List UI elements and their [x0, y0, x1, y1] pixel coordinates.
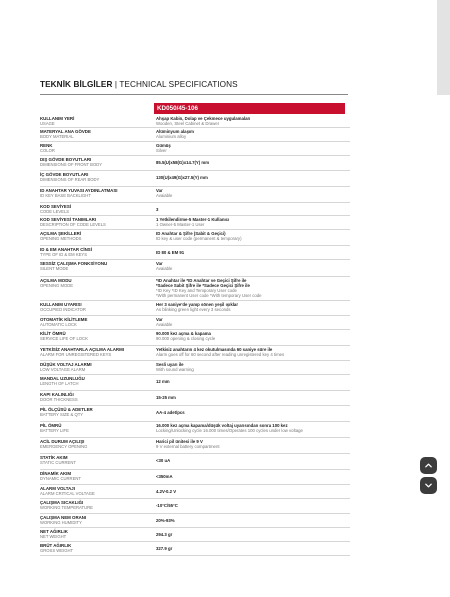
- spec-value: [156, 410, 348, 415]
- spec-label-en: AUTOMATIC LOCK: [40, 322, 77, 328]
- spec-label-tr: RENK: [40, 143, 53, 148]
- title-separator: |: [112, 80, 120, 89]
- spec-value-line: 85.5(U)x58(G)x14.7(Y) mm: [156, 159, 210, 165]
- spec-label-en: GROSS WEIGHT: [40, 548, 74, 554]
- spec-value-line: *With permanent User code *With temporary User code: [156, 293, 262, 298]
- spec-value: [156, 231, 348, 241]
- row-divider: [40, 541, 350, 542]
- spec-label-tr: AÇILMA MODU: [40, 278, 72, 283]
- spec-label: [40, 231, 150, 241]
- spec-value-line: Var: [156, 188, 163, 193]
- scroll-up-button[interactable]: [420, 457, 437, 474]
- spec-value-line: Harici pil ünitesi ile 9 V: [156, 439, 203, 444]
- spec-value-line: 3: [156, 206, 159, 212]
- spec-label: [40, 500, 150, 510]
- spec-value: [156, 439, 348, 449]
- spec-label: [40, 486, 150, 496]
- spec-value-line: With sound warning: [156, 367, 194, 372]
- spec-value-line: Aluminium alloy: [156, 134, 187, 139]
- spec-label-en: DOOR THICKNESS: [40, 397, 78, 403]
- spec-label-en: NET WEIGHT: [40, 534, 67, 540]
- spec-label: [40, 302, 150, 312]
- spec-label: [40, 543, 150, 553]
- spec-label: [40, 129, 150, 139]
- row-divider: [40, 229, 350, 230]
- spec-label-tr: KOD SEVİYESİ: [40, 204, 71, 209]
- spec-label-tr: BRÜT AĞIRLIK: [40, 543, 72, 548]
- spec-value: [156, 474, 348, 479]
- spec-label: [40, 116, 150, 126]
- row-divider: [40, 259, 350, 260]
- spec-value-line: Avaiable: [156, 193, 173, 198]
- spec-value: [156, 188, 348, 198]
- spec-value-line: Locking/Unlocking cycle 16.000 times/Operates 100 cycles under low voltage: [156, 428, 303, 433]
- spec-value-line: Yetkisiz anahtarın 4 kez okutulmasında 60 saniye süre ile: [156, 347, 273, 352]
- spec-value-line: Ahşap Kabin, Dolap ve Çekmece uygulamaları: [156, 116, 251, 121]
- spec-label-en: STATIC CURRENT: [40, 460, 76, 466]
- row-divider: [40, 186, 350, 187]
- spec-value: [156, 489, 348, 494]
- spec-value: [156, 458, 348, 463]
- spec-label-en: SERVICE LIFE OF LOCK: [40, 336, 88, 342]
- spec-label-en: OPENING MODE: [40, 283, 74, 289]
- spec-value: [156, 302, 348, 312]
- spec-label-tr: İÇ GÖVDE BOYUTLARI: [40, 172, 89, 177]
- spec-label: [40, 172, 150, 182]
- spec-label: [40, 157, 150, 167]
- row-divider: [40, 360, 350, 361]
- row-divider: [40, 215, 350, 216]
- row-divider: [40, 155, 350, 156]
- spec-label: [40, 423, 150, 433]
- row-divider: [40, 453, 350, 454]
- spec-label-en: OCCUPIED INDICATOR: [40, 307, 86, 313]
- spec-value-line: Silver: [156, 148, 167, 153]
- spec-label-en: DIMENSIONS OF REAR BODY: [40, 177, 100, 183]
- row-divider: [40, 170, 350, 171]
- spec-value-line: *ID Key *ID Key and Temporary User code: [156, 288, 237, 293]
- spec-label: [40, 439, 150, 449]
- chevron-up-icon: [424, 461, 433, 470]
- spec-label-tr: PİL ÖLÇÜSÜ & ADETLER: [40, 407, 93, 412]
- spec-label-tr: MANDAL UZUNLUĞU: [40, 376, 85, 381]
- spec-label-en: LOW VOLTAGE ALARM: [40, 367, 86, 373]
- spec-value: [156, 143, 348, 153]
- spec-label: [40, 455, 150, 465]
- row-divider: [40, 276, 350, 277]
- spec-label-en: BODY MATERIAL: [40, 134, 74, 140]
- spec-label-tr: KULLANIM YERİ: [40, 116, 75, 121]
- spec-label-en: LENGTH OF LATCH: [40, 381, 79, 387]
- spec-value-line: ID Anahtar & Şifre (Sabit & Geçici): [156, 231, 226, 236]
- spec-label: [40, 278, 150, 288]
- row-divider: [40, 390, 350, 391]
- row-divider: [40, 374, 350, 375]
- spec-label-en: CODE LEVELS: [40, 209, 70, 215]
- spec-label: [40, 204, 150, 214]
- spec-value: [156, 503, 348, 508]
- spec-label-tr: ÇALIŞMA SICAKLIĞI: [40, 500, 84, 505]
- spec-value-line: ID 80 & EM 91: [156, 249, 185, 255]
- row-divider: [40, 245, 350, 246]
- spec-label-en: BATTERY LIFE: [40, 428, 69, 434]
- spec-value-line: 90.000 opening & closing cycle: [156, 336, 216, 341]
- spec-label: [40, 529, 150, 539]
- spec-value: [156, 175, 348, 180]
- spec-value-line: 15-25 mm: [156, 394, 176, 400]
- spec-value-line: 294.3 gr: [156, 531, 173, 537]
- spec-label-en: WORKING TEMPERATURE: [40, 505, 93, 511]
- spec-value-line: 16.000 kez açma kapama/düşük voltaj uyarısından sonra 100 kez: [156, 423, 288, 428]
- spec-value-line: Alüminyum alaşım: [156, 129, 194, 134]
- spec-value-line: Her 3 saniye'de yanıp sönen yeşil ışıklar: [156, 302, 238, 307]
- spec-value-line: 4.2V-0.2 V: [156, 488, 177, 494]
- spec-label: [40, 143, 150, 153]
- spec-label-tr: NET AĞIRLIK: [40, 529, 68, 534]
- spec-value-line: Gümüş: [156, 143, 171, 148]
- spec-label: [40, 471, 150, 481]
- spec-label-en: DYNAMIC CURRENT: [40, 476, 81, 482]
- spec-value: [156, 423, 348, 433]
- spec-value: [156, 207, 348, 212]
- spec-value-line: 1 Owner-5 Master-1 User: [156, 222, 205, 227]
- spec-label-en: OPENING METHODS: [40, 236, 82, 242]
- title-tr: TEKNİK BİLGİLER: [40, 80, 113, 89]
- spec-label-en: BATTERY SIZE & QTY: [40, 412, 84, 418]
- spec-label: [40, 247, 150, 257]
- spec-value-line: Wooden, Steel Cabinet & Drawer: [156, 121, 220, 126]
- row-divider: [40, 498, 350, 499]
- spec-value-line: *Sadece Sabit Şifre ile *Sadece Geçici Şifre ile: [156, 283, 250, 288]
- spec-label-tr: KİLİT ÖMRÜ: [40, 331, 66, 336]
- spec-value: [156, 379, 348, 384]
- spec-label-tr: ALARM VOLTAJI: [40, 486, 75, 491]
- section-header: [40, 80, 420, 89]
- spec-value-line: <350mA: [156, 473, 173, 479]
- row-divider: [40, 527, 350, 528]
- row-divider: [40, 421, 350, 422]
- spec-value: [156, 331, 348, 341]
- spec-label-tr: ID ANAHTAR YUVASI AYDINLATMASI: [40, 188, 118, 193]
- spec-label-tr: KULLANIM UYARISI: [40, 302, 82, 307]
- spec-value-line: -10°C/55°C: [156, 502, 178, 508]
- spec-label-tr: OTOMATİK KİLİTLEME: [40, 317, 88, 322]
- spec-value-line: Alarm goes off for 60 second after reading unregistered key 4 times: [156, 352, 285, 357]
- spec-value: [156, 278, 348, 298]
- row-divider: [40, 345, 350, 346]
- spec-value: [156, 532, 348, 537]
- spec-label-en: EMERGENCY OPENING: [40, 444, 88, 450]
- spec-label-tr: YETKİSİZ ANAHTARLA AÇILMA ALARMI: [40, 347, 124, 352]
- spec-label-tr: KOD SEVİYESİ TANIMLARI: [40, 217, 97, 222]
- spec-label: [40, 331, 150, 341]
- row-divider: [40, 315, 350, 316]
- page-title: [40, 80, 420, 89]
- row-divider: [40, 141, 350, 142]
- spec-label: [40, 347, 150, 357]
- spec-label: [40, 317, 150, 327]
- spec-value: [156, 160, 348, 165]
- row-divider: [40, 329, 350, 330]
- spec-label-en: DESCRIPTION OF CODE LEVELS: [40, 222, 106, 228]
- spec-value: [156, 250, 348, 255]
- spec-value: [156, 217, 348, 227]
- spec-value: [156, 261, 348, 271]
- spec-value-line: 1 Yetkilendirme-5 Master-1 Kullanıcı: [156, 217, 230, 222]
- spec-value: [156, 129, 348, 139]
- spec-value-line: As blinking green light every 3 seconds: [156, 307, 231, 312]
- spec-label: [40, 261, 150, 271]
- spec-label-en: WORKING HUMIDITY: [40, 520, 82, 526]
- spec-value-line: AA-4 adet/pcs: [156, 409, 185, 415]
- row-divider: [40, 405, 350, 406]
- spec-label-en: SILENT MODE: [40, 266, 69, 272]
- spec-label-tr: ID & EM ANAHTAR CİNSİ: [40, 247, 92, 252]
- spec-value-line: Sesli uyarı ile: [156, 362, 184, 367]
- spec-value-line: 12 mm: [156, 378, 170, 384]
- spec-value-line: Avaiable: [156, 322, 173, 327]
- spec-label-tr: MATERYAL ANA GÖVDE: [40, 129, 91, 134]
- scroll-down-button[interactable]: [420, 477, 437, 494]
- spec-value-line: 130(U)x49(G)x27.5(Y) mm: [156, 174, 208, 180]
- spec-label: [40, 362, 150, 372]
- spec-label: [40, 217, 150, 227]
- spec-value-line: 90.000 kez açma & kapama: [156, 331, 211, 336]
- spec-label-tr: ACİL DURUM AÇILIŞI: [40, 439, 85, 444]
- row-divider: [40, 513, 350, 514]
- row-divider: [40, 127, 350, 128]
- spec-label-tr: DIŞ GÖVDE BOYUTLARI: [40, 157, 92, 162]
- chevron-down-icon: [424, 481, 433, 490]
- spec-label-en: DIMENSIONS OF FRONT BODY: [40, 162, 103, 168]
- row-divider: [40, 300, 350, 301]
- spec-label-tr: DÜŞÜK VOLTAJ ALARMI: [40, 362, 92, 367]
- spec-label-en: ALARM CRITICAL VOLTAGE: [40, 491, 95, 497]
- spec-value: [156, 546, 348, 551]
- spec-value-line: ID key & user code (permanent & temporary): [156, 236, 242, 241]
- spec-label-tr: ÇALIŞMA NEM ORANI: [40, 515, 87, 520]
- spec-value: [156, 395, 348, 400]
- spec-label: [40, 188, 150, 198]
- spec-value-line: *ID Anahtar ile *ID Anahtar ve Geçici Şifre ile: [156, 278, 247, 283]
- spec-label-tr: SESSİZ ÇALIŞMA FONKSİYONU: [40, 261, 108, 266]
- model-header: KD050/45-106: [154, 103, 345, 114]
- spec-label-en: ALARM FOR UNREGISTERED KEYS: [40, 352, 112, 358]
- spec-label-en: COLOR: [40, 148, 55, 154]
- row-divider: [40, 437, 350, 438]
- spec-value-line: 20%-93%: [156, 517, 175, 523]
- spec-label: [40, 376, 150, 386]
- spec-value-line: Avaiable: [156, 266, 173, 271]
- row-divider: [40, 202, 350, 203]
- title-divider: [40, 94, 348, 95]
- spec-value: [156, 362, 348, 372]
- spec-label-tr: DİNAMİK AKIM: [40, 471, 72, 476]
- side-panel-top: [437, 0, 450, 95]
- spec-value: [156, 116, 348, 126]
- spec-label: [40, 392, 150, 402]
- spec-label-tr: PİL ÖMRÜ: [40, 423, 62, 428]
- row-divider: [40, 484, 350, 485]
- spec-label-en: ID KEY BASE BACKLIGHT: [40, 193, 91, 199]
- spec-label-en: TYPE OF ID & EM KEYS: [40, 252, 88, 258]
- spec-value: [156, 518, 348, 523]
- spec-value-line: Var: [156, 317, 163, 322]
- spec-label-en: USAGE: [40, 121, 55, 127]
- row-divider: [40, 469, 350, 470]
- spec-value-line: 327.9 gr: [156, 545, 173, 551]
- spec-label-tr: STATİK AKIM: [40, 455, 68, 460]
- spec-value-line: 9 V external battery compartment: [156, 444, 220, 449]
- spec-label: [40, 407, 150, 417]
- spec-value: [156, 347, 348, 357]
- spec-value: [156, 317, 348, 327]
- spec-label: [40, 515, 150, 525]
- spec-label-tr: KAPI KALINLIĞI: [40, 392, 74, 397]
- spec-value-line: Var: [156, 261, 163, 266]
- spec-value-line: <30 uA: [156, 457, 171, 463]
- row-divider: [40, 555, 350, 556]
- spec-label-tr: AÇILMA ŞEKİLLERİ: [40, 231, 82, 236]
- title-en: TECHNICAL SPECIFICATIONS: [119, 80, 238, 89]
